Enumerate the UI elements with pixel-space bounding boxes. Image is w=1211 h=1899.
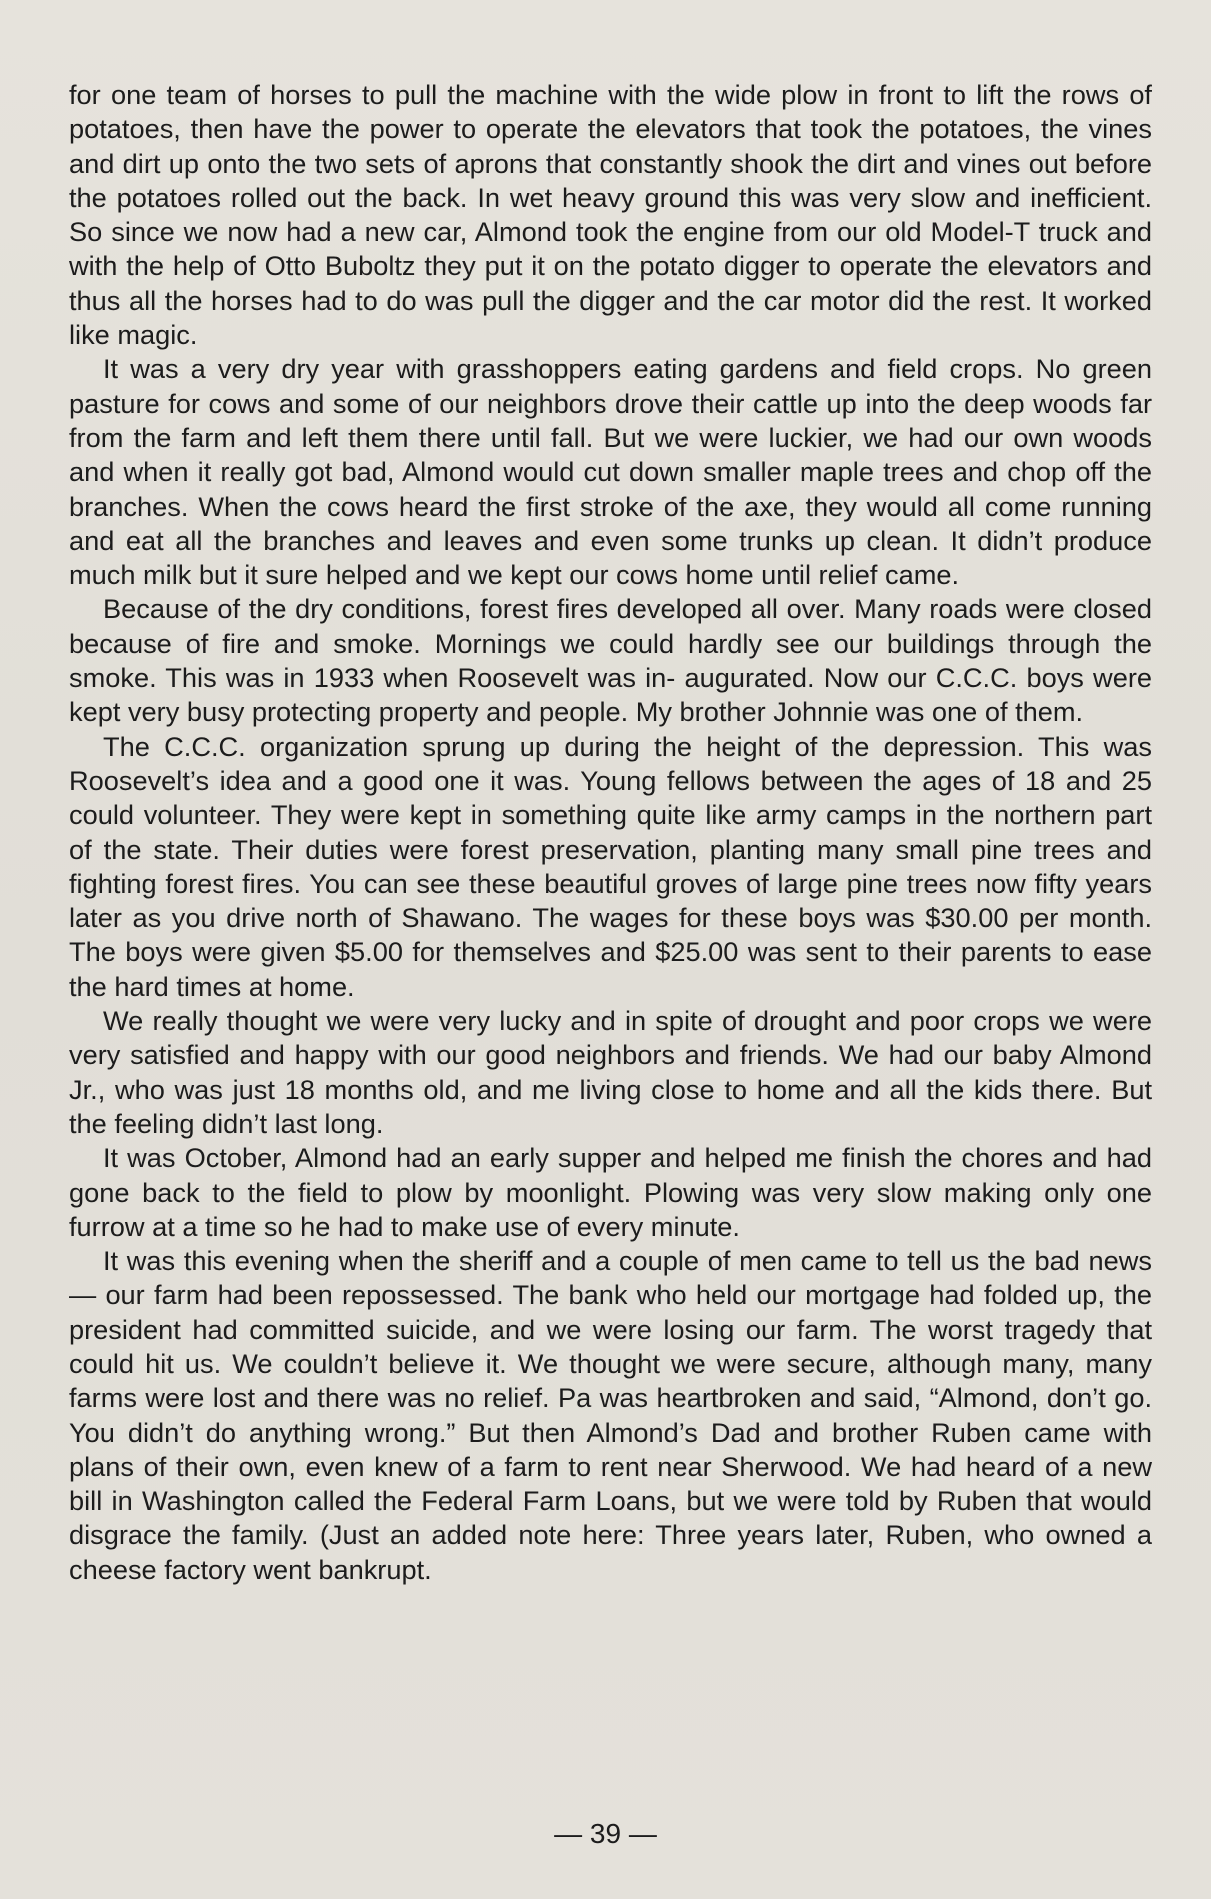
paragraph-5: We really thought we were very lucky and in spite of drought and poor crops we were very satisfied and happy with our good neighbors and friends. We had our baby Almond Jr., who was just 18 months old, and me living close to home and all the kids there. But the feeling didn’t last long. xyxy=(69,1005,1152,1139)
page-number: — 39 — xyxy=(554,1818,657,1849)
paragraph-1: for one team of horses to pull the machine with the wide plow in front to lift the rows of potatoes, then have the power to operate the elevators that took the potatoes, the vines and dirt up onto the two sets of aprons that constantly shook the dirt and vines out before the potatoes rolled out the back. In wet heavy ground this was very slow and inefficient. So since we now had a new car, Almond took the engine from our old Model-T truck and with the help of Otto Buboltz they put it on the potato digger to operate the elevators and thus all the horses had to do was pull the digger and the car motor did the rest. It worked like magic. xyxy=(69,79,1152,351)
paragraph-2: It was a very dry year with grasshoppers eating gardens and field crops. No green pasture for cows and some of our neighbors drove their cattle up into the deep woods far from the farm and left them there until fall. But we were luckier, we had our own woods and when it really got bad, Almond would cut down smaller maple trees and chop off the branches. When the cows heard the first stroke of the axe, they would all come running and eat all the branches and leaves and even some trunks up clean. It didn’t produce much milk but it sure helped and we kept our cows home until relief came. xyxy=(69,353,1152,591)
paragraph-7: It was this evening when the sheriff and a couple of men came to tell us the bad news — our farm had been repossessed. The bank who held our mortgage had folded up, the president had committed suicide, and we were losing our farm. The worst tragedy that could hit us. We couldn’t believe it. We thought we were secure, although many, many farms were lost and there was no relief. Pa was heartbroken and said, “Almond, don’t go. You didn’t do anything wrong.” But then Almond’s Dad and brother Ruben came with plans of their own, even knew of a farm to rent near Sherwood. We had heard of a new bill in Washington called the Federal Farm Loans, but we were told by Ruben that would disgrace the family. (Just an added note here: Three years later, Ruben, who owned a cheese factory went bankrupt. xyxy=(69,1245,1152,1585)
paragraph-3: Because of the dry conditions, forest fires developed all over. Many roads were closed because of fire and smoke. Mornings we could hardly see our buildings through the smoke. This was in 1933 when Roosevelt was in- augurated. Now our C.C.C. boys were kept very busy protecting property and people. My brother Johnnie was one of them. xyxy=(69,593,1152,728)
body-text xyxy=(69,78,1152,1587)
paragraph-6: It was October, Almond had an early supper and helped me finish the chores and had gone back to the field to plow by moonlight. Plowing was very slow making only one furrow at a time so he had to make use of every minute. xyxy=(69,1142,1152,1242)
paragraph-4: The C.C.C. organization sprung up during the height of the depression. This was Roosevelt’s idea and a good one it was. Young fellows between the ages of 18 and 25 could volunteer. They were kept in something quite like army camps in the northern part of the state. Their duties were forest preservation, planting many small pine trees and fighting forest fires. You can see these beautiful groves of large pine trees now fifty years later as you drive north of Shawano. The wages for these boys was $30.00 per month. The boys were given $5.00 for themselves and $25.00 was sent to their parents to ease the hard times at home. xyxy=(69,730,1152,1002)
